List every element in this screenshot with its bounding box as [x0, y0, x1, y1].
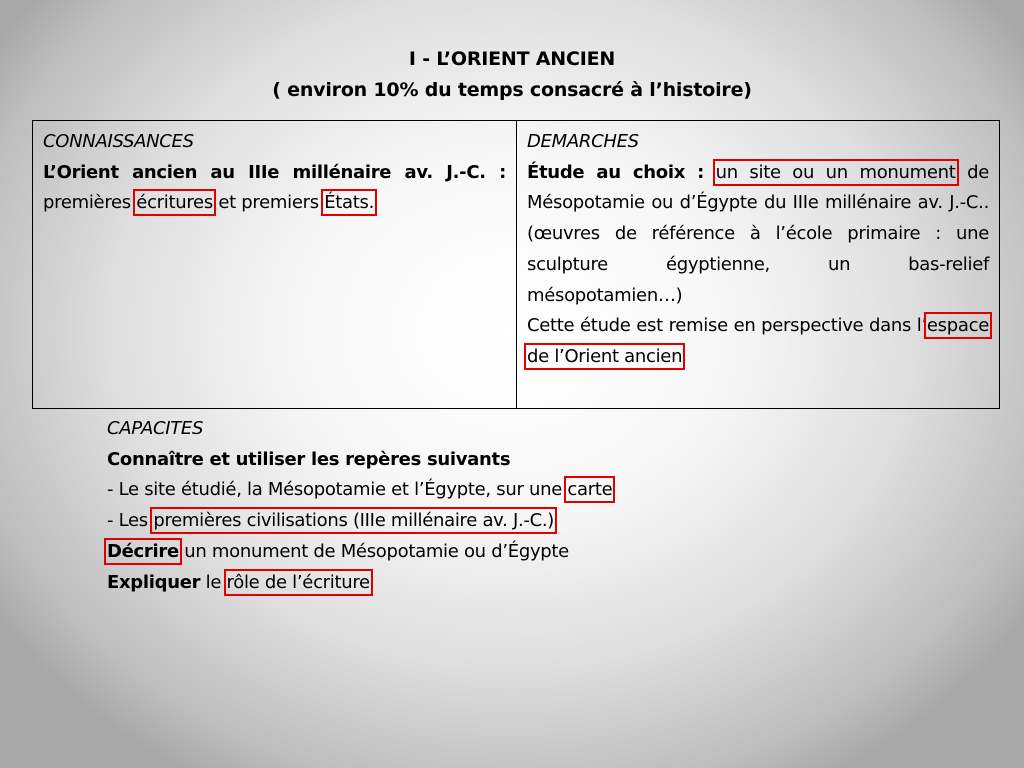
capacites-line-4	[107, 568, 612, 599]
connaissances-heading: CONNAISSANCES	[43, 131, 194, 152]
demarches-heading: DEMARCHES	[527, 131, 639, 152]
demarches-spacer	[704, 162, 716, 183]
demarches-cell	[517, 121, 999, 408]
demarches-text-1: de Mésopotamie ou d’Égypte du IIIe millénaire av. J.-C.. (œuvres de référence à l’école primaire : une sculpture égyptienne, un bas-relief mésopotamien…)	[527, 161, 989, 306]
highlight-etats: États.	[324, 192, 375, 214]
capacites-subheading-text: Connaître et utiliser les repères suivants	[107, 448, 511, 470]
capacites-line-2	[107, 506, 612, 537]
highlight-ecritures: écritures	[136, 192, 213, 214]
highlight-espace-orient: espace de l’Orient ancien	[527, 315, 989, 367]
slide-title	[0, 44, 1024, 106]
capacites-expliquer: Expliquer	[107, 571, 201, 593]
capacites-line-2-text: - Les	[107, 510, 154, 532]
connaissances-text-1: premières	[43, 192, 137, 214]
capacites-line-1-text: - Le site étudié, la Mésopotamie et l’Égypte, sur une	[107, 479, 568, 501]
capacites-line-3-text: un monument de Mésopotamie ou d’Égypte	[178, 540, 569, 562]
capacites-subheading	[107, 445, 612, 476]
demarches-text-2: Cette étude est remise en perspective dans l’	[527, 315, 927, 337]
highlight-carte: carte	[567, 479, 613, 501]
capacites-line-1	[107, 475, 612, 506]
demarches-paragraph-2	[527, 311, 989, 372]
capacites-line-3	[107, 537, 612, 568]
content-table	[32, 120, 1000, 409]
connaissances-text-2: et premiers	[212, 192, 325, 214]
connaissances-bold-text: L’Orient ancien au IIIe millénaire av. J.-C. :	[43, 161, 506, 183]
highlight-role-ecriture: rôle de l’écriture	[226, 571, 370, 593]
title-line-2: ( environ 10% du temps consacré à l’histoire)	[272, 79, 752, 101]
connaissances-text	[43, 158, 506, 219]
connaissances-cell	[33, 121, 517, 408]
capacites-heading: CAPACITES	[107, 418, 204, 439]
capacites-line-4-text: le	[200, 571, 227, 593]
highlight-site-monument: un site ou un monument	[715, 161, 956, 183]
highlight-decrire: Décrire	[107, 540, 179, 562]
title-line-1: I - L’ORIENT ANCIEN	[408, 48, 616, 70]
highlight-premieres-civilisations: premières civilisations (IIIe millénaire av. J.-C.)	[153, 510, 555, 532]
demarches-bold-text: Étude au choix :	[527, 161, 705, 183]
capacites-section	[107, 414, 612, 598]
demarches-paragraph-1	[527, 158, 989, 312]
